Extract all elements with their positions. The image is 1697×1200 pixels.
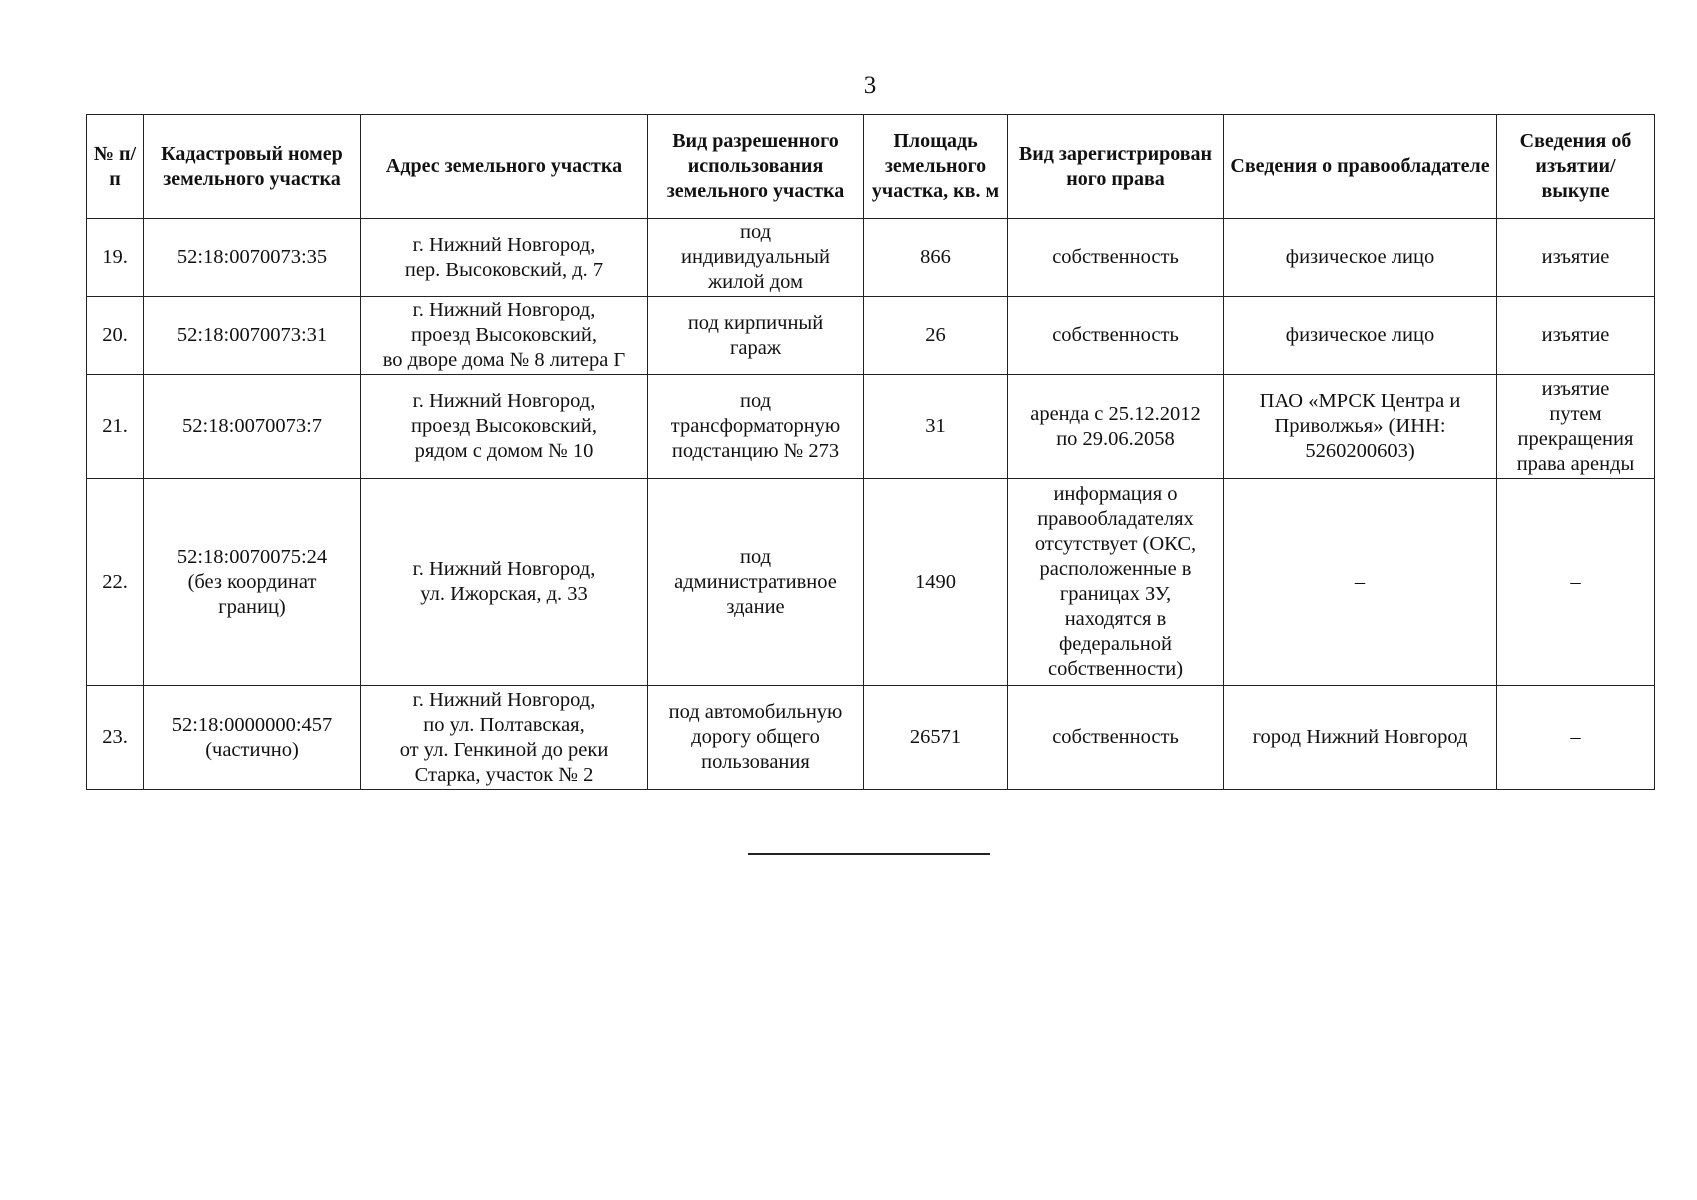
cell-holder: ПАО «МРСК Центра и Приволжья» (ИНН: 5260200603) xyxy=(1224,375,1497,479)
cell-holder: физическое лицо xyxy=(1224,219,1497,297)
cell-num: 22. xyxy=(87,479,144,686)
cell-num: 21. xyxy=(87,375,144,479)
cell-usage: под автомобильную дорогу общего пользования xyxy=(648,686,864,790)
cell-usage: под административное здание xyxy=(648,479,864,686)
header-seizure: Сведения об изъятии/ выкупе xyxy=(1497,115,1655,219)
cell-area: 1490 xyxy=(864,479,1008,686)
closing-divider-line xyxy=(748,853,990,855)
cell-seizure: изъятие xyxy=(1497,219,1655,297)
table-header-row xyxy=(87,115,1655,219)
cell-cadastral: 52:18:0070073:31 xyxy=(144,297,361,375)
cell-usage: под кирпичный гараж xyxy=(648,297,864,375)
cell-usage: под трансформаторную подстанцию № 273 xyxy=(648,375,864,479)
header-holder: Сведения о правообладателе xyxy=(1224,115,1497,219)
cell-area: 866 xyxy=(864,219,1008,297)
cell-usage: под индивидуальный жилой дом xyxy=(648,219,864,297)
header-num: № п/п xyxy=(87,115,144,219)
cell-right: аренда с 25.12.2012 по 29.06.2058 xyxy=(1008,375,1224,479)
land-plots-table xyxy=(86,114,1655,790)
cell-right: собственность xyxy=(1008,219,1224,297)
cell-address: г. Нижний Новгород, по ул. Полтавская, от ул. Генкиной до реки Старка, участок № 2 xyxy=(361,686,648,790)
cell-holder: – xyxy=(1224,479,1497,686)
cell-holder: город Нижний Новгород xyxy=(1224,686,1497,790)
table-row xyxy=(87,219,1655,297)
cell-holder: физическое лицо xyxy=(1224,297,1497,375)
cell-address: г. Нижний Новгород, проезд Высоковский, рядом с домом № 10 xyxy=(361,375,648,479)
cell-area: 26 xyxy=(864,297,1008,375)
cell-right: информация о правообладателях отсутствует (ОКС, расположенные в границах ЗУ, находятся в федеральной собственности) xyxy=(1008,479,1224,686)
page-number: 3 xyxy=(863,72,877,99)
cell-area: 26571 xyxy=(864,686,1008,790)
table-row xyxy=(87,686,1655,790)
cell-cadastral: 52:18:0000000:457 (частично) xyxy=(144,686,361,790)
table-row xyxy=(87,479,1655,686)
cell-num: 23. xyxy=(87,686,144,790)
cell-num: 20. xyxy=(87,297,144,375)
cell-seizure: изъятие xyxy=(1497,297,1655,375)
table-row xyxy=(87,375,1655,479)
cell-seizure: – xyxy=(1497,686,1655,790)
cell-seizure: изъятие путем прекращения права аренды xyxy=(1497,375,1655,479)
header-right: Вид зарегистрирован ного права xyxy=(1008,115,1224,219)
cell-cadastral: 52:18:0070073:7 xyxy=(144,375,361,479)
cell-area: 31 xyxy=(864,375,1008,479)
cell-right: собственность xyxy=(1008,297,1224,375)
cell-cadastral: 52:18:0070073:35 xyxy=(144,219,361,297)
header-area: Площадь земельного участка, кв. м xyxy=(864,115,1008,219)
header-cadastral: Кадастровый номер земельного участка xyxy=(144,115,361,219)
cell-seizure: – xyxy=(1497,479,1655,686)
header-address: Адрес земельного участка xyxy=(361,115,648,219)
cell-num: 19. xyxy=(87,219,144,297)
cell-address: г. Нижний Новгород, проезд Высоковский, во дворе дома № 8 литера Г xyxy=(361,297,648,375)
cell-cadastral: 52:18:0070075:24 (без координат границ) xyxy=(144,479,361,686)
table-row xyxy=(87,297,1655,375)
cell-right: собственность xyxy=(1008,686,1224,790)
cell-address: г. Нижний Новгород, пер. Высоковский, д. 7 xyxy=(361,219,648,297)
header-usage: Вид разрешенного использования земельного участка xyxy=(648,115,864,219)
cell-address: г. Нижний Новгород, ул. Ижорская, д. 33 xyxy=(361,479,648,686)
